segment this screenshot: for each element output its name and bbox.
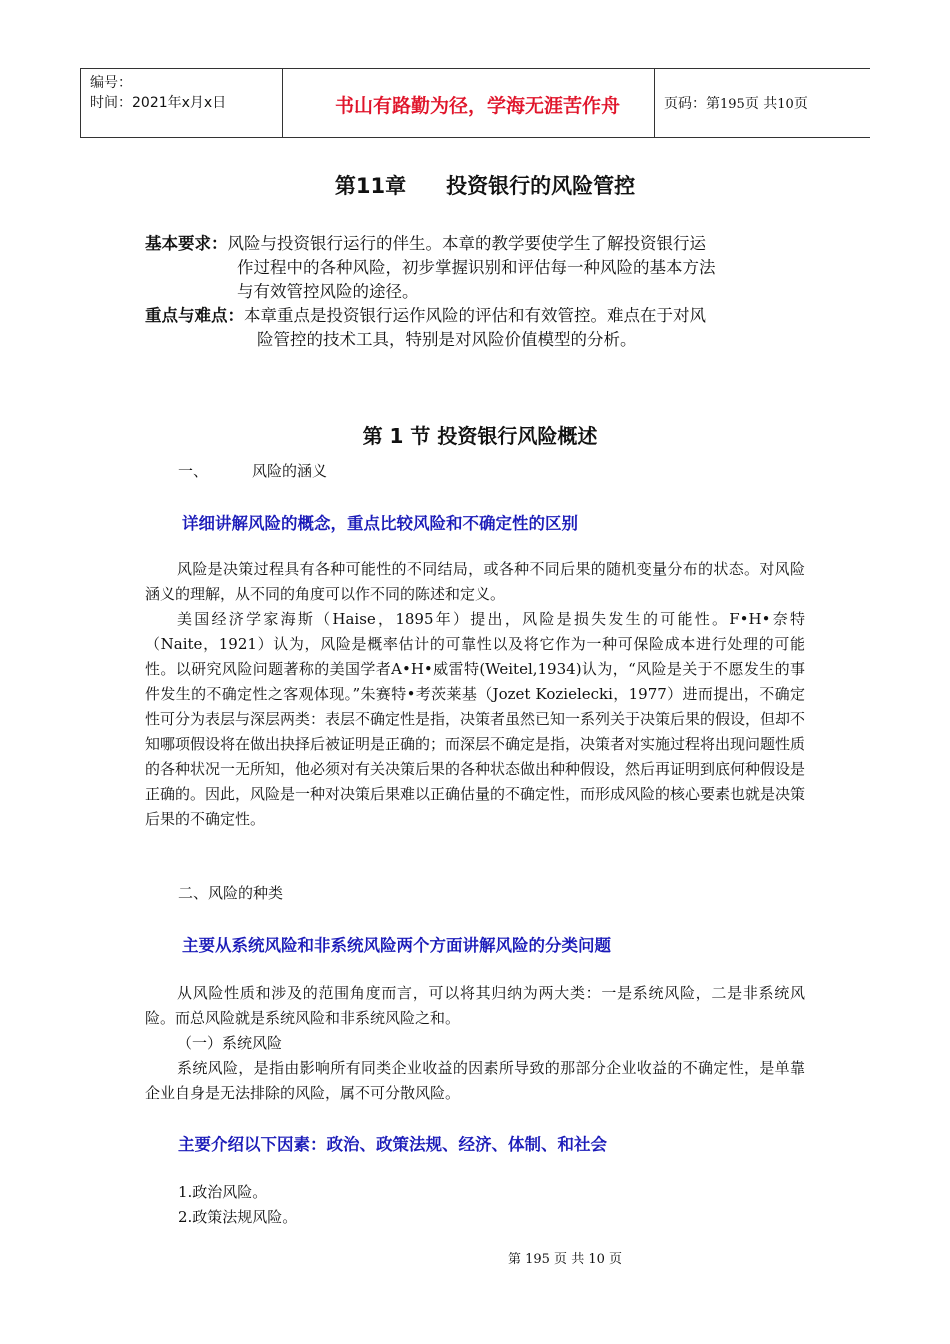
basic-requirements-label: 基本要求： (145, 234, 228, 253)
part1-heading-text: 风险的涵义 (252, 462, 328, 480)
code-label: 编号： (90, 75, 132, 91)
header-divider-1 (282, 69, 283, 137)
part1-teaching-note: 详细讲解风险的概念，重点比较风险和不确定性的区别 (182, 514, 578, 533)
part2-heading: 二、风险的种类 (178, 884, 284, 902)
part1-paragraph-1: 风险是决策过程具有各种可能性的不同结局，或各种不同后果的随机变量分布的状态。对风险涵义的理解，从不同的角度可以作不同的陈述和定义。 (145, 560, 805, 603)
page-suffix: 页 (793, 96, 808, 112)
page-total: 10 (777, 97, 794, 112)
part1-paragraph-2: 美国经济学家海斯（Haise，1895年）提出，风险是损失发生的可能性。F•H•奈特（Naite，1921）认为，风险是概率估计的可靠性以及将它作为一种可保险成本进行处理的可能性。以研究风险问题著称的美国学者A•H•威雷特(Weitel,1934)认为，“风险是关于不愿发生的事件发生的不确定性之客观体现。”朱赛特•考茨莱基（Jozet Kozielecki，1977）进而提出，不确定性可分为表层与深层两类：表层不确定性是指，决策者虽然已知一系列关于决策后果的假设，但却不知哪项假设将在做出抉择后被证明是正确的；而深层不确定是指，决策者对实施过程将出现问题性质的各种状况一无所知，他必须对有关决策后果的各种状态做出种种假设，然后再证明到底何种假设是正确的。因此，风险是一种对决策后果难以正确估量的不确定性，而形成风险的核心要素也就是决策后果的不确定性。 (145, 610, 806, 828)
part1-heading (178, 460, 327, 481)
part2-teaching-note: 主要从系统风险和非系统风险两个方面讲解风险的分类问题 (182, 936, 611, 955)
requirements-block (145, 232, 815, 352)
header-motto: 书山有路勤为径，学海无涯苦作舟 (334, 95, 620, 117)
time-label: 时间：2021年x月x日 (90, 95, 227, 111)
page-number: 195 (720, 97, 745, 112)
page-header (80, 68, 870, 138)
part2-subheading: （一）系统风险 (177, 1034, 283, 1052)
page-footer: 第 195 页 共 10 页 (507, 1252, 623, 1267)
basic-line-1: 风险与投资银行运行的伴生。本章的教学要使学生了解投资银行运 (227, 234, 706, 253)
key-line-1: 本章重点是投资银行运作风险的评估和有效管控。难点在于对风 (244, 306, 706, 325)
key-points-label: 重点与难点： (145, 306, 244, 325)
basic-line-2: 作过程中的各种风险，初步掌握识别和评估每一种风险的基本方法 (237, 258, 716, 277)
part2-paragraph-2: 系统风险，是指由影响所有同类企业收益的因素所导致的那部分企业收益的不确定性，是单靠企业自身是无法排除的风险，属不可分散风险。 (145, 1059, 805, 1102)
part2-body (145, 981, 805, 1106)
basic-line-3: 与有效管控风险的途径。 (237, 282, 419, 301)
list-item: 2.政策法规风险。 (178, 1208, 298, 1226)
section-title: 第 1 节 投资银行风险概述 (362, 424, 598, 448)
chapter-title (0, 170, 950, 200)
chapter-number: 第11章 (334, 174, 407, 198)
page-prefix: 页码：第 (664, 96, 720, 112)
part2-paragraph-1: 从风险性质和涉及的范围角度而言，可以将其归纳为两大类：一是系统风险，二是非系统风险。而总风险就是系统风险和非系统风险之和。 (145, 984, 805, 1027)
list-item: 1.政治风险。 (178, 1183, 268, 1201)
page-mid: 页 共 (744, 96, 778, 112)
part1-heading-number: 一、 (178, 462, 209, 480)
chapter-name: 投资银行的风险管控 (446, 174, 636, 198)
header-meta (90, 73, 226, 113)
part1-body (145, 557, 805, 832)
header-page-info (664, 93, 808, 113)
header-border-left (80, 69, 81, 137)
part2-factors-note: 主要介绍以下因素：政治、政策法规、经济、体制、和社会 (178, 1135, 607, 1154)
key-line-2: 险管控的技术工具，特别是对风险价值模型的分析。 (257, 330, 637, 349)
